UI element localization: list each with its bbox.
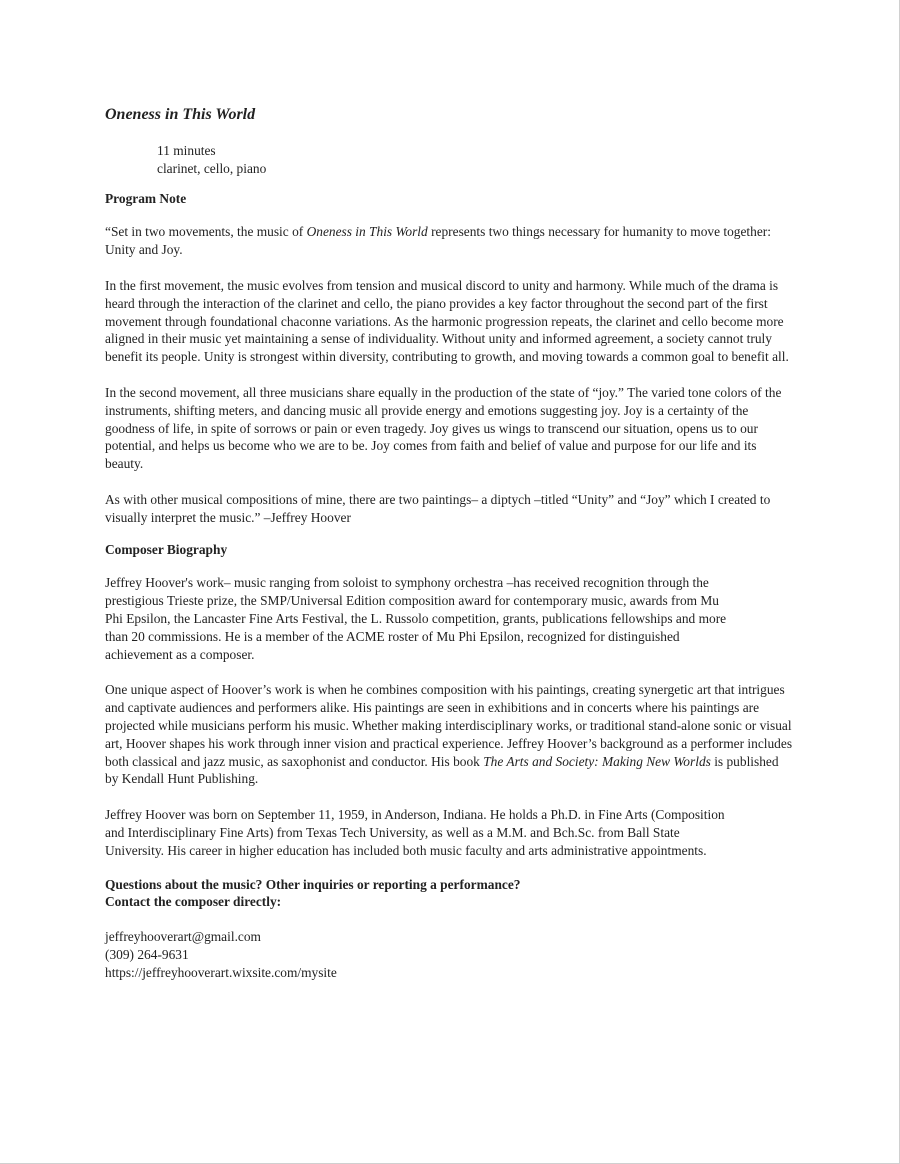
work-meta (157, 142, 795, 178)
program-note-paragraph-1 (105, 223, 795, 259)
biography-book-title: The Arts and Society: Making New Worlds (483, 753, 711, 769)
biography-paragraph-2 (105, 681, 795, 788)
biography-paragraph-3: Jeffrey Hoover was born on September 11, 1959, in Anderson, Indiana. He holds a Ph.D. in Fine Arts (Composition and Interdisciplinary Fine Arts) from Texas Tech University, as well as a M.M. and Bch.Sc. from Ball State University. His career in higher education has included both music faculty and arts administrative appointments. (105, 807, 725, 858)
program-note-p1-after: represents two things necessary for humanity to move together: Unity and Joy. (105, 224, 771, 258)
contact-website[interactable]: https://jeffreyhooverart.wixsite.com/mysite (105, 964, 337, 980)
document-content (105, 105, 795, 981)
biography-p2-after: is published by Kendall Hunt Publishing. (105, 753, 779, 787)
biography-heading: Composer Biography (105, 541, 228, 557)
contact-phone[interactable]: (309) 264-9631 (105, 946, 189, 962)
work-title: Oneness in This World (105, 106, 256, 123)
program-note-paragraph-3: In the second movement, all three musicians share equally in the production of the state of “joy.” The varied tone colors of the instruments, shifting meters, and dancing music all provide energy and emotions suggesting joy. Joy is a certainty of the goodness of life, in spite of sorrows or pain or even tragedy. Joy gives us wings to transcend our situation, opens us to our potential, and helps us become who we are to be. Joy comes from faith and belief of value and purpose for our life and its beauty. (105, 384, 782, 472)
contact-heading-line-1: Questions about the music? Other inquiries or reporting a performance? (105, 876, 521, 892)
contact-email[interactable]: jeffreyhooverart@gmail.com (105, 929, 261, 945)
program-note-p1-before: “Set in two movements, the music of (105, 224, 307, 240)
contact-list (105, 928, 795, 981)
work-duration: 11 minutes (157, 143, 216, 158)
program-note-paragraph-2: In the first movement, the music evolves from tension and musical discord to unity and harmony. While much of the drama is heard through the interaction of the clarinet and cello, the piano provides a key factor throughout the second part of the first movement through foundational chaconne variations. As the harmonic progression repeats, the clarinet and cello become more aligned in their music yet maintaining a sense of individuality. Without unity and informed agreement, a society cannot truly benefit its people. Unity is strongest within diversity, contributing to growth, and moving towards a common goal to benefit all. (105, 277, 789, 365)
program-note-p1-title: Oneness in This World (306, 224, 428, 240)
biography-paragraph-1: Jeffrey Hoover's work– music ranging from soloist to symphony orchestra –has received recognition through the prestigious Trieste prize, the SMP/Universal Edition composition award for contemporary music, awards from Mu Phi Epsilon, the Lancaster Fine Arts Festival, the L. Russolo competition, grants, publications fellowships and more than 20 commissions. He is a member of the ACME roster of Mu Phi Epsilon, recognized for distinguished achievement as a composer. (105, 575, 727, 662)
contact-heading-line-2: Contact the composer directly: (105, 894, 282, 910)
program-note-heading: Program Note (105, 190, 187, 206)
work-instrumentation: clarinet, cello, piano (157, 160, 267, 176)
program-note-paragraph-4: As with other musical compositions of mine, there are two paintings– a diptych –titled “Unity” and “Joy” which I created to visually interpret the music.” –Jeffrey Hoover (105, 491, 771, 525)
biography-p2-before: One unique aspect of Hoover’s work is when he combines composition with his paintings, creating synergetic art that intrigues and captivate audiences and performers alike. His paintings are seen in exhibitions and in concerts where his paintings are projected while musicians perform his music. Whether making interdisciplinary works, or traditional stand-alone sonic or visual art, Hoover shapes his work through inner vision and practical experience. Jeffrey Hoover’s background as a performer includes both classical and jazz music, as saxophonist and conductor. His book (105, 682, 793, 769)
contact-heading (105, 876, 795, 912)
